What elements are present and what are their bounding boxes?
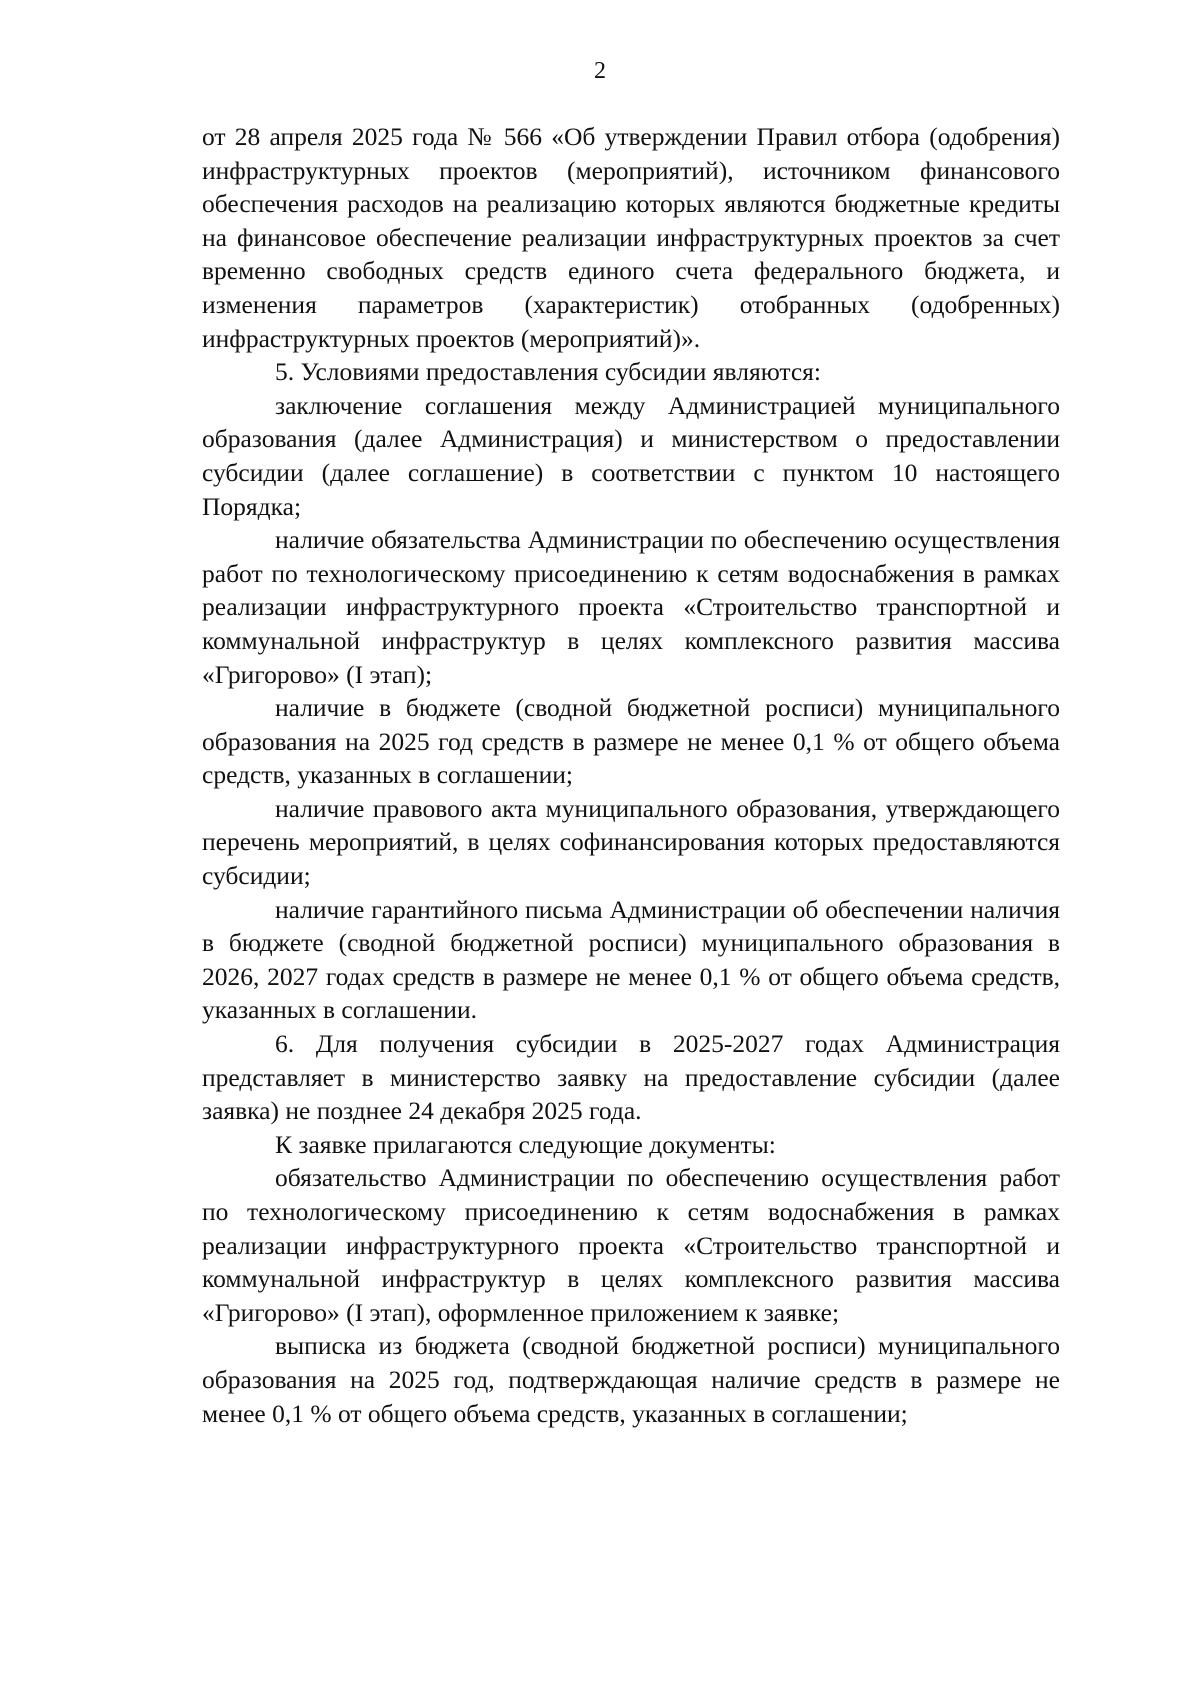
paragraph-2: 5. Условиями предоставления субсидии являются: bbox=[275, 357, 821, 387]
paragraph-5: наличие в бюджете (сводной бюджетной росписи) муниципального образования на 2025 год средств в размере не менее 0,1 % от общего объема средств, указанных в соглашении; bbox=[202, 693, 1060, 790]
paragraph-3: заключение соглашения между Администрацией муниципального образования (далее Администрация) и министерством о предоставлении субсидии (далее соглашение) в соответствии с пунктом 10 настоящего Порядка; bbox=[202, 390, 1060, 521]
document-body bbox=[202, 120, 1060, 1430]
page-number: 2 bbox=[594, 58, 606, 84]
paragraph-10: обязательство Администрации по обеспечению осуществления работ по технологическому присоединению к сетям водоснабжения в рамках реализации инфраструктурного проекта «Строительство транспортной и коммунальной инфраструктур в целях комплексного развития массива «Григорово» (I этап), оформленное приложением к заявке; bbox=[202, 1163, 1060, 1327]
paragraph-8: 6. Для получения субсидии в 2025-2027 годах Администрация представляет в министерство заявку на предоставление субсидии (далее заявка) не позднее 24 декабря 2025 года. bbox=[202, 1029, 1060, 1126]
paragraph-4: наличие обязательства Администрации по обеспечению осуществления работ по технологическому присоединению к сетям водоснабжения в рамках реализации инфраструктурного проекта «Строительство транспортной и коммунальной инфраструктур в целях комплексного развития массива «Григорово» (I этап); bbox=[202, 525, 1060, 689]
paragraph-9: К заявке прилагаются следующие документы: bbox=[275, 1129, 776, 1159]
paragraph-6: наличие правового акта муниципального образования, утверждающего перечень мероприятий, в целях софинансирования которых предоставляются субсидии; bbox=[202, 793, 1060, 891]
paragraph-7: наличие гарантийного письма Администрации об обеспечении наличия в бюджете (сводной бюджетной росписи) муниципального образования в 2026, 2027 годах средств в размере не менее 0,1 % от общего объема средств, указанных в соглашении. bbox=[202, 894, 1060, 1025]
paragraph-11: выписка из бюджета (сводной бюджетной росписи) муниципального образования на 2025 год, подтверждающая наличие средств в размере не менее 0,1 % от общего объема средств, указанных в соглашении; bbox=[202, 1331, 1060, 1428]
paragraph-1: от 28 апреля 2025 года № 566 «Об утверждении Правил отбора (одобрения) инфраструктурных проектов (мероприятий), источником финансового обеспечения расходов на реализацию которых являются бюджетные кредиты на финансовое обеспечение реализации инфраструктурных проектов за счет временно свободных средств единого счета федерального бюджета, и изменения параметров (характеристик) отобранных (одобренных) инфраструктурных проектов (мероприятий)». bbox=[202, 122, 1060, 353]
